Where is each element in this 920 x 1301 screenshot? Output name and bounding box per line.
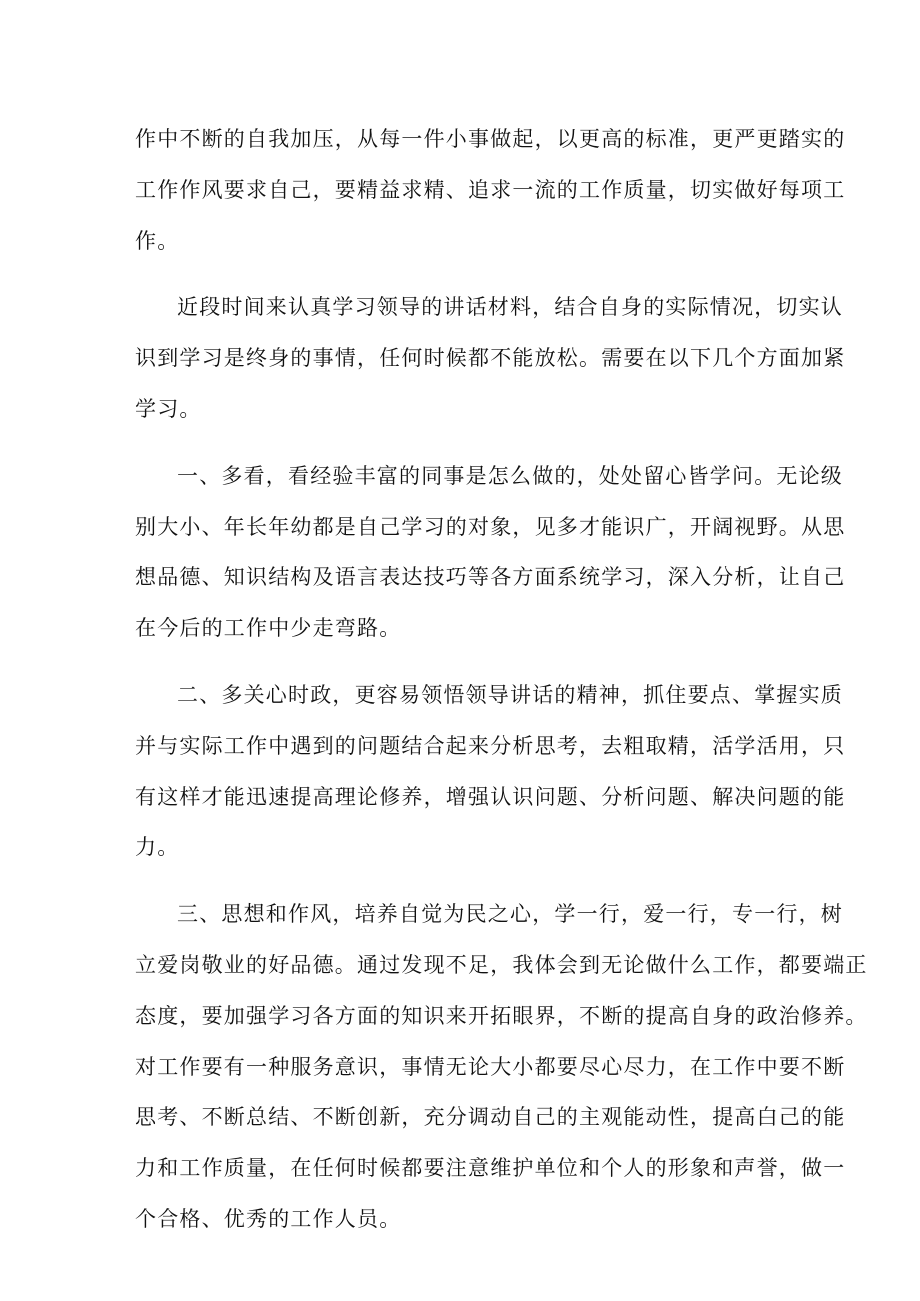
document-body [135,114,868,1261]
text-line: 二、多关心时政，更容易领悟领导讲话的精神，抓住要点、掌握实质 [177,682,843,707]
text-line: 个合格、优秀的工作人员。 [135,1206,402,1231]
text-line: 作中不断的自我加压，从每一件小事做起，以更高的标准，更严更踏实的 [135,127,846,151]
text-line: 想品德、知识结构及语言表达技巧等各方面系统学习，深入分析，让自己 [135,565,846,590]
text-line: 有这样才能迅速提高理论修养，增强认识问题、分析问题、解决问题的能 [135,784,846,809]
text-line: 对工作要有一种服务意识，事情无论大小都要尽心尽力，在工作中要不断 [135,1054,846,1079]
paragraph [135,889,868,1245]
text-line: 三、思想和作风，培养自觉为民之心，学一行，爱一行，专一行，树 [177,902,843,927]
text-line: 近段时间来认真学习领导的讲话材料，结合自身的实际情况，切实认 [177,295,843,320]
text-line: 并与实际工作中遇到的问题结合起来分析思考，去粗取精，活学活用，只 [135,733,846,758]
paragraph [135,451,846,654]
text-line: 态度，要加强学习各方面的知识来开拓眼界，不断的提高自身的政治修养。 [135,1003,868,1028]
text-line: 在今后的工作中少走弯路。 [135,616,402,641]
text-line: 工作作风要求自己，要精益求精、追求一流的工作质量，切实做好每项工 [135,177,846,202]
text-line: 立爱岗敬业的好品德。通过发现不足，我体会到无论做什么工作，都要端正 [135,952,868,977]
text-line: 力和工作质量，在任何时候都要注意维护单位和个人的形象和声誉，做一 [135,1156,846,1181]
text-line: 别大小、年长年幼都是自己学习的对象，见多才能识广，开阔视野。从思 [135,514,846,539]
text-line: 力。 [135,835,180,860]
text-line: 一、多看，看经验丰富的同事是怎么做的，处处留心皆学问。无论级 [177,463,843,488]
text-line: 作。 [135,228,180,253]
paragraph [135,282,846,434]
text-line: 识到学习是终身的事情，任何时候都不能放松。需要在以下几个方面加紧 [135,346,846,371]
text-line: 学习。 [135,396,202,421]
paragraph [135,114,846,266]
paragraph [135,670,846,873]
text-line: 思考、不断总结、不断创新，充分调动自己的主观能动性，提高白己的能 [135,1105,846,1130]
